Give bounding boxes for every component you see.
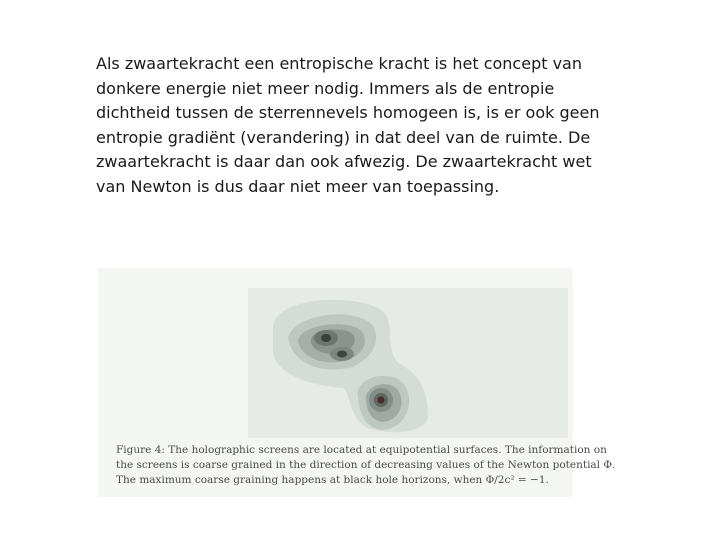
- slide-paragraph: Als zwaartekracht een entropische kracht is het concept van donkere energie niet meer nodig. Immers als de entropie dichtheid tussen de sterrennevels homogeen is, is er ook geen entropie gradiënt (verandering) in dat deel van de ruimte. De zwaartekracht is daar dan ook afwezig. De zwaartekracht wet van Newton is dus daar niet meer van toepassing.: [96, 54, 600, 196]
- figure-caption: [116, 443, 616, 488]
- caption-line-2: the screens is coarse grained in the direction of decreasing values of the Newton potential Φ.: [116, 459, 616, 471]
- caption-line-1: Figure 4: The holographic screens are located at equipotential surfaces. The information on: [116, 444, 607, 456]
- mass-core-1: [321, 334, 331, 342]
- mass-core-3: [378, 397, 385, 404]
- caption-line-3: The maximum coarse graining happens at black hole horizons, when Φ/2c² = −1.: [116, 474, 549, 486]
- mass-core-2: [337, 351, 347, 358]
- figure-image: [98, 268, 616, 497]
